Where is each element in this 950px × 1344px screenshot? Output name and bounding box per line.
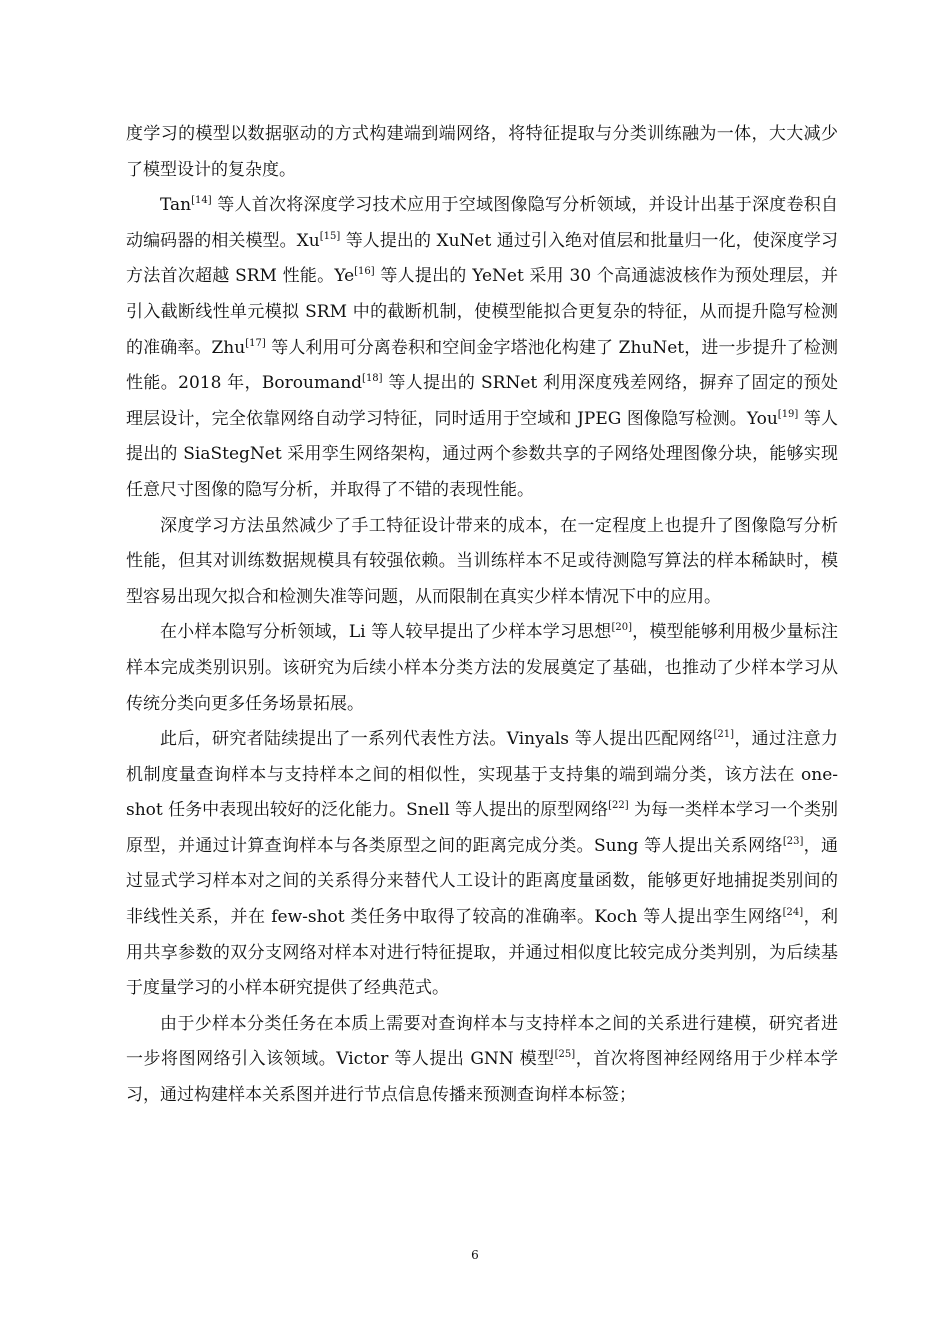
text-run: 等人提出的 XuNet 通过引入绝对值层和批量归一化，使深度学习方法首次超越 SRM 性能。Ye xyxy=(126,230,838,287)
citation-superscript: [23] xyxy=(782,835,804,847)
text-run: 在小样本隐写分析领域，Li 等人较早提出了少样本学习思想 xyxy=(160,622,612,643)
citation-superscript: [19] xyxy=(777,408,799,420)
paragraph xyxy=(126,188,838,508)
paragraph xyxy=(126,117,838,188)
text-run: Tan xyxy=(160,195,192,216)
text-run: 等人利用可分离卷积和空间金字塔池化构建了 ZhuNet，进一步提升了检测性能。2018 年，Boroumand xyxy=(126,337,838,394)
text-run: 度学习的模型以数据驱动的方式构建端到端网络，将特征提取与分类训练融为一体，大大减少了模型设计的复杂度。 xyxy=(126,124,838,180)
paragraph xyxy=(126,509,838,616)
citation-superscript: [20] xyxy=(611,622,632,634)
paragraph xyxy=(126,722,838,1007)
text-run: 等人首次将深度学习技术应用于空域图像隐写分析领域，并设计出基于深度卷积自动编码器的相关模型。Xu xyxy=(126,195,838,251)
text-run: 等人提出的 YeNet 采用 30 个高通滤波核作为预处理层，并引入截断线性单元模拟 SRM 中的截断机制，使模型能拟合更复杂的特征，从而提升隐写检测的准确率。Zhu xyxy=(126,266,838,358)
text-run: 此后，研究者陆续提出了一系列代表性方法。Vinyals 等人提出匹配网络 xyxy=(160,729,714,750)
citation-superscript: [21] xyxy=(713,729,734,741)
text-run: 由于少样本分类任务在本质上需要对查询样本与支持样本之间的关系进行建模，研究者进一步将图网络引入该领域。Victor 等人提出 GNN 模型 xyxy=(126,1013,838,1070)
citation-superscript: [25] xyxy=(554,1049,576,1061)
citation-superscript: [24] xyxy=(782,907,804,919)
citation-superscript: [22] xyxy=(608,800,629,812)
text-run: ，通过注意力机制度量查询样本与支持样本之间的相似性，实现基于支持集的端到端分类，该方法在 one-shot 任务中表现出较好的泛化能力。Snell 等人提出的原型网络 xyxy=(126,729,839,821)
citation-superscript: [14] xyxy=(191,195,212,207)
citation-superscript: [18] xyxy=(362,373,383,385)
citation-superscript: [16] xyxy=(354,266,375,278)
citation-superscript: [17] xyxy=(245,337,266,349)
text-run: 为每一类样本学习一个类别原型，并通过计算查询样本与各类原型之间的距离完成分类。Sung 等人提出关系网络 xyxy=(126,800,839,856)
body-text xyxy=(126,117,838,1114)
page-number: 6 xyxy=(471,1248,479,1262)
paragraph xyxy=(126,615,838,722)
citation-superscript: [15] xyxy=(319,230,341,242)
text-run: 等人提出的 SiaStegNet 采用孪生网络架构，通过两个参数共享的子网络处理图像分块，能够实现任意尺寸图像的隐写分析，并取得了不错的表现性能。 xyxy=(126,408,839,500)
text-run: ，模型能够利用极少量标注样本完成类别识别。该研究为后续小样本分类方法的发展奠定了基础，也推动了少样本学习从传统分类向更多任务场景拓展。 xyxy=(126,622,838,714)
text-run: ，利用共享参数的双分支网络对样本对进行特征提取，并通过相似度比较完成分类判别，为后续基于度量学习的小样本研究提供了经典范式。 xyxy=(126,907,839,999)
text-run: ，通过显式学习样本对之间的关系得分来替代人工设计的距离度量函数，能够更好地捕捉类别间的非线性关系，并在 few-shot 类任务中取得了较高的准确率。Koch 等人提出孪生网络 xyxy=(126,835,839,928)
paragraph xyxy=(126,1007,838,1114)
text-run: 等人提出的 SRNet 利用深度残差网络，摒弃了固定的预处理层设计，完全依靠网络自动学习特征，同时适用于空域和 JPEG 图像隐写检测。You xyxy=(126,373,838,429)
text-run: 深度学习方法虽然减少了手工特征设计带来的成本，在一定程度上也提升了图像隐写分析性能，但其对训练数据规模具有较强依赖。当训练样本不足或待测隐写算法的样本稀缺时，模型容易出现欠拟合和检测失准等问题，从而限制在真实少样本情况下中的应用。 xyxy=(126,515,838,607)
text-run: ，首次将图神经网络用于少样本学习，通过构建样本关系图并进行节点信息传播来预测查询样本标签； xyxy=(126,1049,839,1106)
